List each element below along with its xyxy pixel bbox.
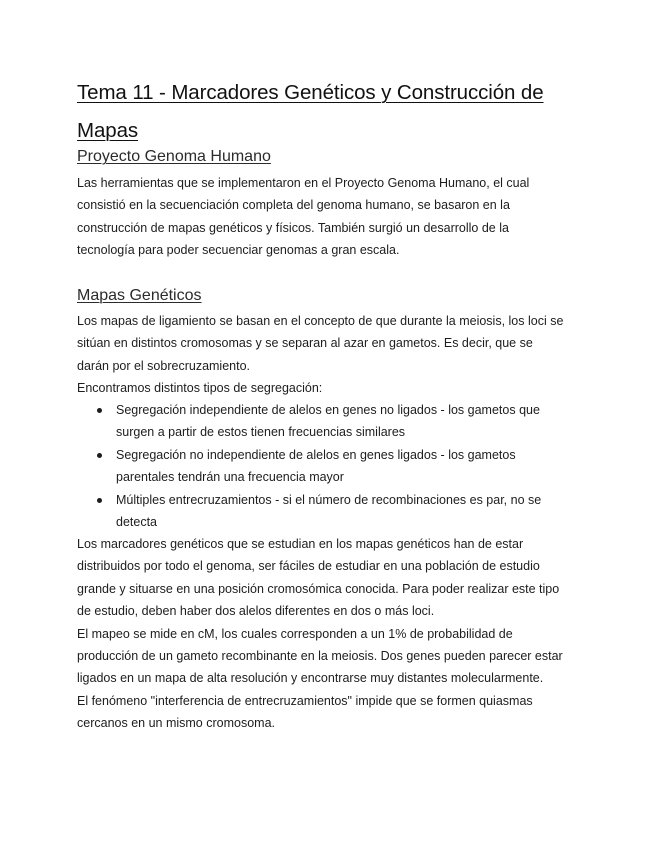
paragraph-line: Los mapas de ligamiento se basan en el concepto de que durante la meiosis, los loci se: [77, 314, 564, 328]
paragraph-line: ligados en un mapa de alta resolución y encontrarse muy distantes molecularmente.: [77, 671, 544, 686]
paragraph-line: de estudio, deben haber dos alelos diferentes en dos o más loci.: [77, 604, 435, 619]
paragraph-line: Las herramientas que se implementaron en el Proyecto Genoma Humano, el cual: [77, 176, 530, 190]
paragraph-line: El fenómeno "interferencia de entrecruzamientos" impide que se formen quiasmas: [77, 693, 533, 708]
list-item-line: detecta: [116, 515, 158, 530]
paragraph-line: Encontramos distintos tipos de segregación:: [77, 381, 323, 396]
title-line: Tema 11 - Marcadores Genéticos y Construcción de: [77, 81, 544, 104]
list-item: [77, 489, 541, 534]
list-item-line: parentales tendrán una frecuencia mayor: [116, 470, 344, 485]
list-item-line: Segregación no independiente de alelos en genes ligados - los gametos: [116, 447, 516, 462]
paragraph-line: El mapeo se mide en cM, los cuales corresponden a un 1% de probabilidad de: [77, 626, 513, 641]
section-heading-mapas-geneticos: Mapas Genéticos: [77, 287, 202, 304]
paragraph-mapas-outro: [77, 533, 587, 735]
list-item-line: Múltiples entrecruzamientos - si el número de recombinaciones es par, no se: [116, 492, 542, 507]
section-heading-proyecto-genoma: Proyecto Genoma Humano: [77, 148, 271, 165]
bullet-icon: [97, 453, 102, 458]
paragraph-line: distribuidos por todo el genoma, ser fáciles de estudiar en una población de estudio: [77, 559, 540, 574]
list-item: [77, 399, 541, 444]
list-item: [77, 444, 541, 489]
paragraph-line: consistió en la secuenciación completa del genoma humano, se basaron en la: [77, 198, 510, 213]
bullet-icon: [97, 408, 102, 413]
paragraph-line: sitúan en distintos cromosomas y se separan al azar en gametos. Es decir, que se: [77, 336, 533, 351]
paragraph-line: Los marcadores genéticos que se estudian en los mapas genéticos han de estar: [77, 537, 524, 551]
paragraph-line: tecnología para poder secuenciar genomas a gran escala.: [77, 243, 400, 258]
segregation-list: [77, 399, 541, 533]
paragraph-line: construcción de mapas genéticos y físicos. También surgió un desarrollo de la: [77, 220, 509, 235]
paragraph-line: darán por el sobrecruzamiento.: [77, 358, 251, 373]
list-item-line: Segregación independiente de alelos en genes no ligados - los gametos que: [116, 403, 540, 417]
paragraph-line: producción de un gameto recombinante en la meiosis. Dos genes pueden parecer estar: [77, 649, 563, 664]
paragraph-line: grande y situarse en una posición cromosómica conocida. Para poder realizar este tipo: [77, 581, 560, 596]
bullet-icon: [97, 498, 102, 503]
document-title: [77, 74, 587, 150]
paragraph-proyecto-genoma: [77, 172, 587, 262]
list-item-line: surgen a partir de estos tienen frecuencias similares: [116, 425, 406, 440]
paragraph-mapas-intro: [77, 310, 587, 400]
paragraph-line: cercanos en un mismo cromosoma.: [77, 716, 275, 731]
title-line: Mapas: [77, 119, 139, 142]
